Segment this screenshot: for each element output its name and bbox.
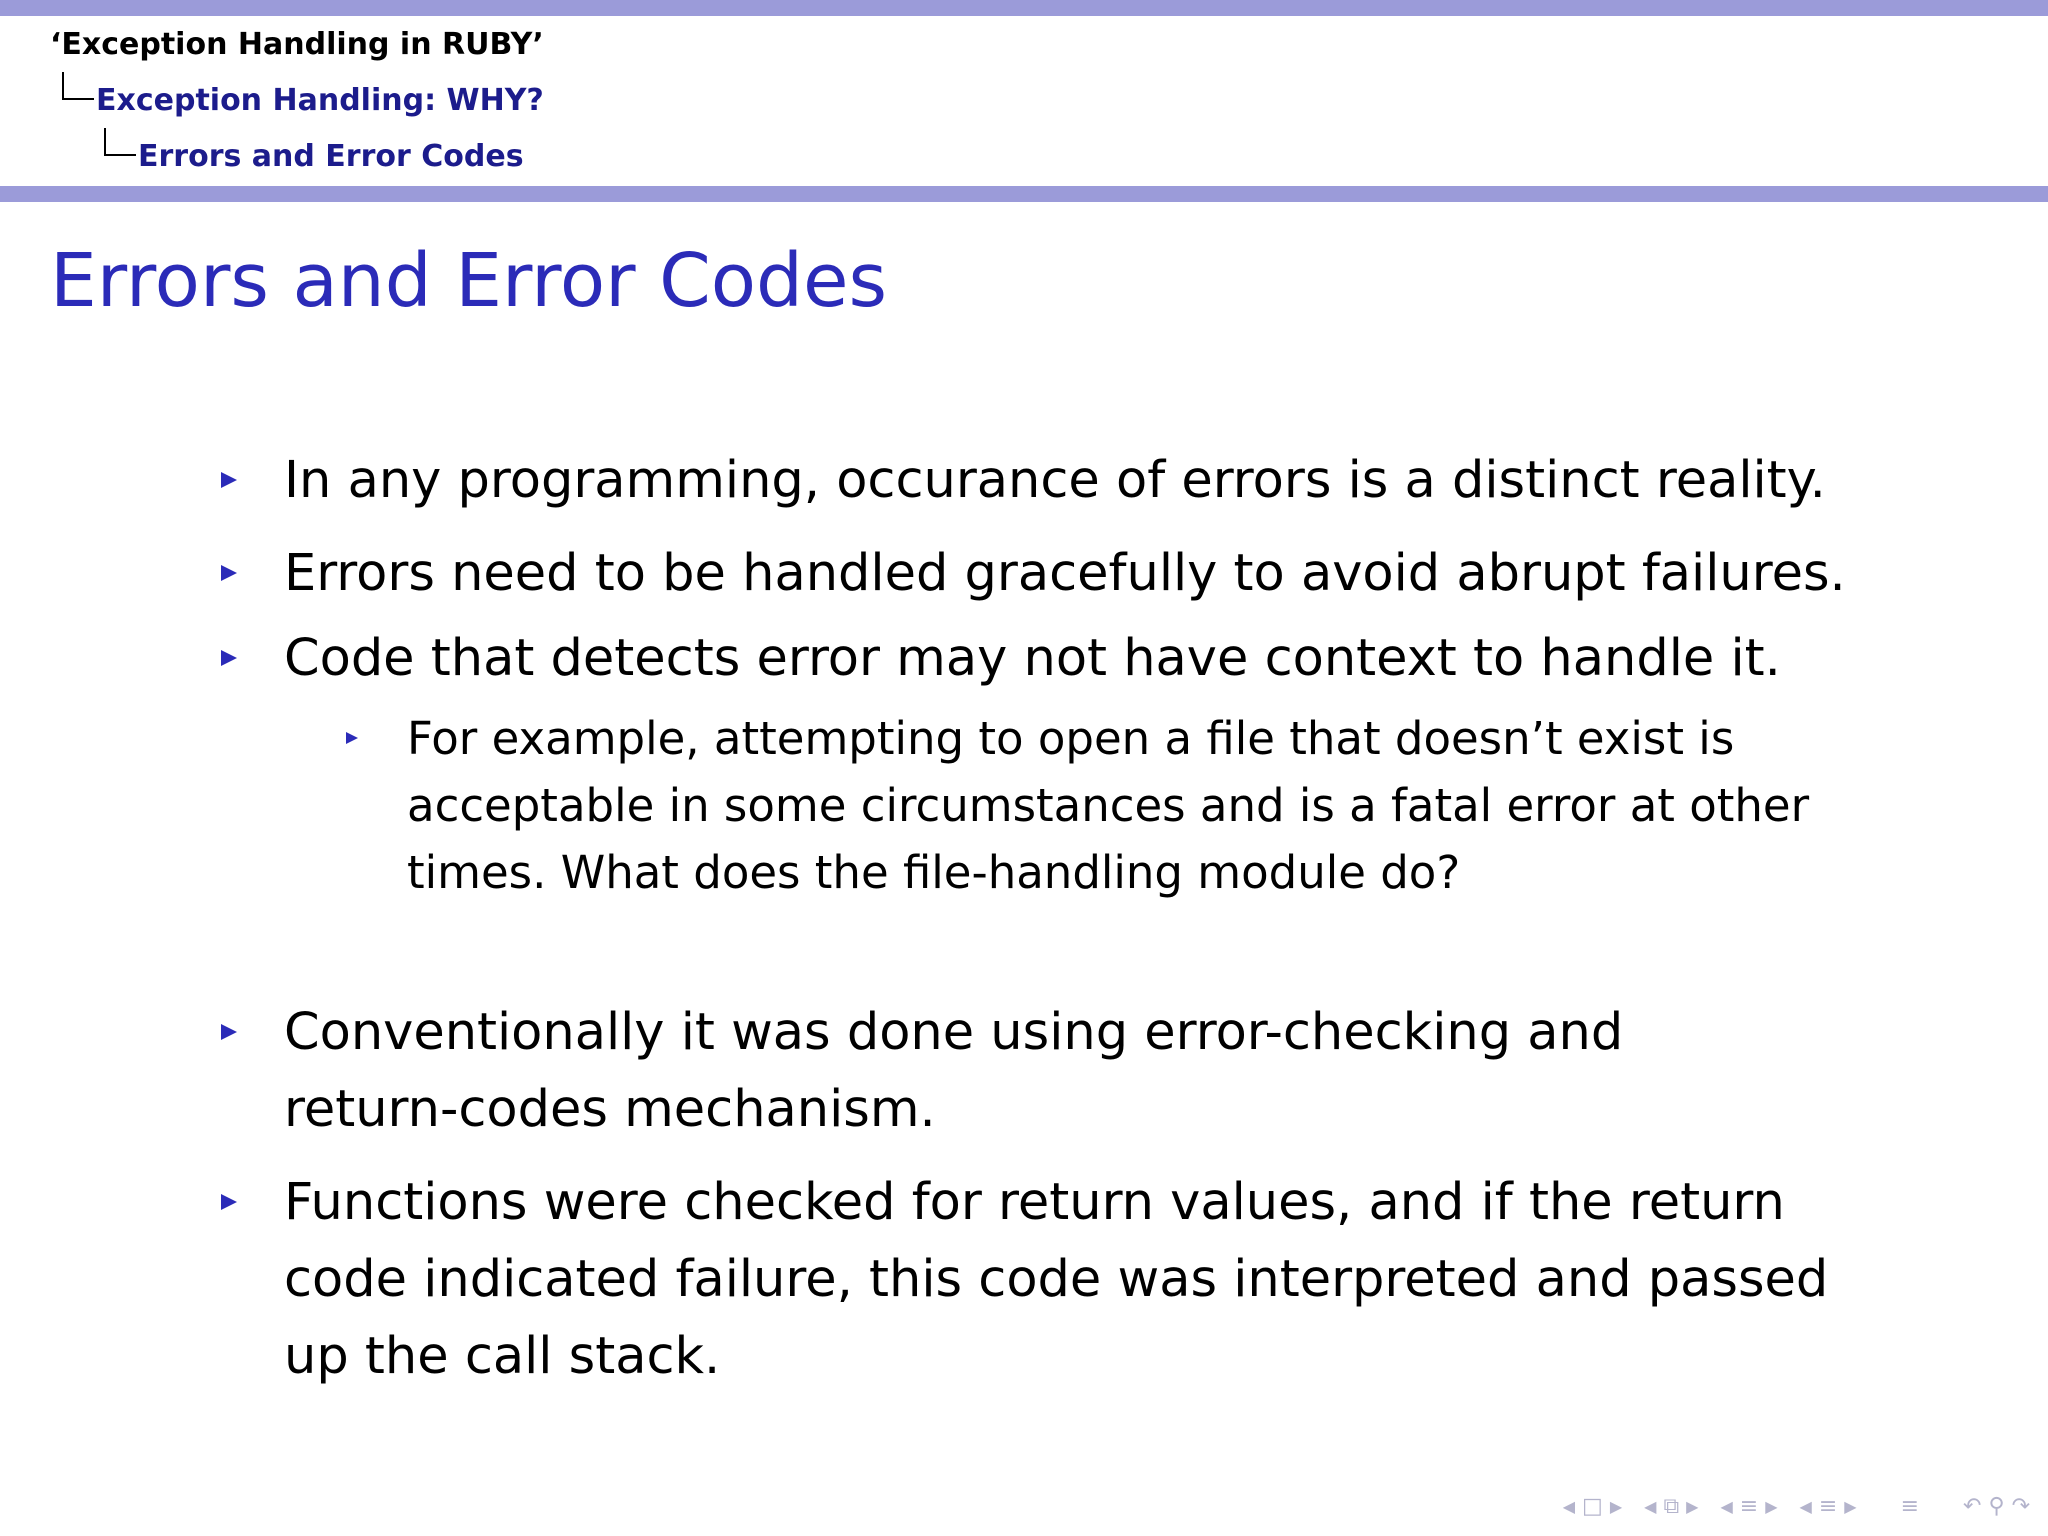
nav-prev-arrow-icon[interactable]: ◀ bbox=[1644, 1497, 1657, 1516]
toc-icon[interactable]: ≡ bbox=[1900, 1494, 1920, 1519]
subsection-icon[interactable]: ⧉ bbox=[1656, 1494, 1687, 1519]
bullet-triangle-icon bbox=[221, 472, 237, 488]
bullet-item bbox=[284, 994, 1623, 1148]
bullet-item bbox=[284, 535, 1846, 612]
top-color-bar bbox=[0, 0, 2048, 16]
bullet-triangle-icon bbox=[221, 650, 237, 666]
nav-prev-arrow-icon[interactable]: ◀ bbox=[1562, 1497, 1576, 1516]
bullet-item-line: return-codes mechanism. bbox=[284, 1080, 936, 1139]
nav-next-arrow-icon[interactable]: ▶ bbox=[1686, 1497, 1699, 1516]
search-icon[interactable]: ⚲ bbox=[1981, 1494, 2012, 1519]
breadcrumb-section[interactable]: Exception Handling: WHY? bbox=[96, 83, 544, 118]
nav-next-arrow-icon[interactable]: ▶ bbox=[1844, 1497, 1857, 1516]
sub-bullet-item bbox=[407, 705, 1809, 906]
bullet-triangle-icon bbox=[221, 1024, 237, 1040]
breadcrumb-tree-connector bbox=[104, 128, 136, 156]
redo-icon[interactable]: ↷ bbox=[2011, 1494, 2030, 1519]
bullet-item-line: Conventionally it was done using error-checking and bbox=[284, 1003, 1624, 1062]
nav-prev-arrow-icon[interactable]: ◀ bbox=[1720, 1497, 1733, 1516]
bullet-item-line: Code that detects error may not have context to handle it. bbox=[284, 629, 1781, 688]
section-icon[interactable]: ≡ bbox=[1732, 1494, 1766, 1519]
bullet-item bbox=[284, 442, 1826, 519]
header-divider-bar bbox=[0, 186, 2048, 202]
bullet-item-line: Errors need to be handled gracefully to avoid abrupt failures. bbox=[284, 544, 1846, 603]
bullet-item-line: code indicated failure, this code was interpreted and passed bbox=[284, 1250, 1829, 1309]
breadcrumb-tree-connector bbox=[62, 72, 94, 100]
bullet-item-line: Functions were checked for return values, and if the return bbox=[284, 1173, 1785, 1232]
nav-prev-arrow-icon[interactable]: ◀ bbox=[1799, 1497, 1812, 1516]
bullet-item bbox=[284, 620, 1781, 697]
undo-icon[interactable]: ↶ bbox=[1963, 1494, 1982, 1519]
breadcrumb-subsection[interactable]: Errors and Error Codes bbox=[138, 139, 524, 174]
section-icon[interactable]: ≡ bbox=[1811, 1494, 1845, 1519]
nav-next-arrow-icon[interactable]: ▶ bbox=[1609, 1497, 1623, 1516]
bullet-triangle-icon bbox=[221, 565, 237, 581]
slide-title: Errors and Error Codes bbox=[50, 238, 888, 324]
frame-icon[interactable]: □ bbox=[1575, 1494, 1610, 1519]
bullet-item bbox=[284, 1164, 1828, 1395]
beamer-navigation-bar bbox=[1563, 1490, 2030, 1524]
breadcrumb-presentation-title[interactable]: ‘Exception Handling in RUBY’ bbox=[50, 27, 544, 62]
bullet-triangle-icon bbox=[221, 1194, 237, 1210]
sub-bullet-item-line: times. What does the file-handling module do? bbox=[407, 846, 1461, 899]
sub-bullet-item-line: acceptable in some circumstances and is a fatal error at other bbox=[407, 779, 1810, 832]
bullet-item-line: up the call stack. bbox=[284, 1327, 721, 1386]
sub-bullet-item-line: For example, attempting to open a file that doesn’t exist is bbox=[407, 712, 1735, 765]
nav-next-arrow-icon[interactable]: ▶ bbox=[1765, 1497, 1778, 1516]
bullet-item-line: In any programming, occurance of errors is a distinct reality. bbox=[284, 451, 1826, 510]
sub-bullet-triangle-icon bbox=[346, 732, 358, 744]
